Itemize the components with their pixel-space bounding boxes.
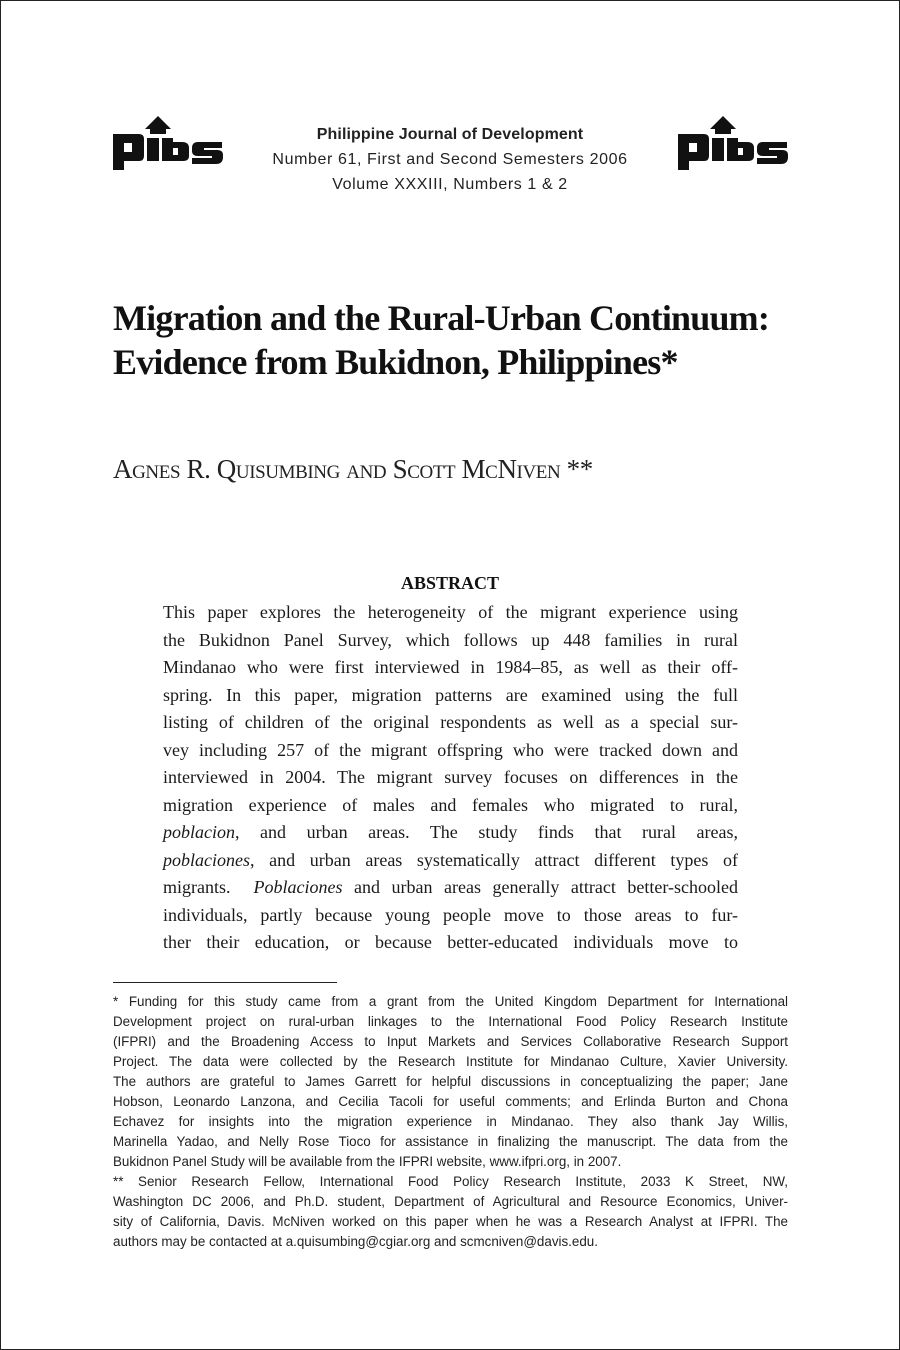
footnote-line: * Funding for this study came from a grant from the United Kingdom Department for International xyxy=(113,994,788,1009)
abstract-heading: ABSTRACT xyxy=(400,573,500,593)
abstract-line xyxy=(163,819,738,847)
abstract-text: , and urban areas. The study finds that rural areas, xyxy=(235,822,738,842)
abstract-text: , and urban areas systematically attract different types of xyxy=(250,849,738,870)
abstract-text: migrants. xyxy=(163,877,254,897)
journal-header xyxy=(250,122,650,197)
journal-name: Philippine Journal of Development xyxy=(316,126,584,143)
abstract-line xyxy=(163,874,738,902)
abstract-line: spring. In this paper, migration patterns are examined using the full xyxy=(163,684,738,705)
abstract-line: listing of children of the original respondents as well as a special sur- xyxy=(163,712,738,732)
footnote-line: Development project on rural-urban linkages to the International Food Policy Research Institute xyxy=(113,1014,788,1029)
paper-title xyxy=(113,296,833,384)
abstract-line: ther their education, or because better-educated individuals move to xyxy=(163,932,738,952)
pids-logo-left xyxy=(112,116,224,170)
title-line-2: Evidence from Bukidnon, Philippines* xyxy=(113,342,678,382)
footnote-line: Marinella Yadao, and Nelly Rose Tioco for assistance in finalizing the manuscript. The data from the xyxy=(113,1134,788,1149)
italic-term: poblacion xyxy=(163,822,235,842)
abstract-line: migration experience of males and females who migrated to rural, xyxy=(163,794,738,815)
footnote-line: Bukidnon Panel Study will be available from the IFPRI website, www.ifpri.org, in 2007. xyxy=(113,1154,622,1169)
abstract-line: vey including 257 of the migrant offspring who were tracked down and xyxy=(163,739,738,760)
abstract-text: and urban areas generally attract better-schooled xyxy=(342,877,738,897)
issue-line: Number 61, First and Second Semesters 2006 xyxy=(272,151,628,168)
abstract-body xyxy=(163,599,738,957)
footnote-rule xyxy=(113,982,337,983)
footnote-line: Project. The data were collected by the Research Institute for Mindanao Culture, Xavier University. xyxy=(113,1054,788,1069)
footnote-line: Washington DC 2006, and Ph.D. student, Department of Agricultural and Resource Economics, Univer- xyxy=(113,1194,788,1209)
abstract-line: interviewed in 2004. The migrant survey focuses on differences in the xyxy=(163,767,738,787)
footnote-line: (IFPRI) and the Broadening Access to Input Markets and Services Collaborative Research Support xyxy=(113,1034,788,1049)
abstract-line: the Bukidnon Panel Survey, which follows up 448 families in rural xyxy=(163,629,738,650)
abstract-line: individuals, partly because young people move to those areas to fur- xyxy=(163,904,738,925)
svg-text:pids: pids xyxy=(112,116,114,117)
footnote-line: Hobson, Leonardo Lanzona, and Cecilia Tacoli for useful comments; and Erlinda Burton and Chona xyxy=(113,1094,788,1109)
footnote-line: ** Senior Research Fellow, International Food Policy Research Institute, 2033 K Street, NW, xyxy=(113,1174,788,1189)
italic-term: Poblaciones xyxy=(253,877,343,897)
pids-logo-right xyxy=(677,116,789,170)
abstract-line: Mindanao who were first interviewed in 1984–85, as well as their off- xyxy=(163,657,738,677)
italic-term: poblaciones xyxy=(163,849,250,870)
abstract-line xyxy=(163,847,738,875)
footnote-line: authors may be contacted at a.quisumbing@cgiar.org and scmcniven@davis.edu. xyxy=(113,1234,598,1249)
authors: Agnes R. Quisumbing and Scott McNiven ** xyxy=(113,454,593,484)
footnote-line: Echavez for insights into the migration experience in Mindanao. They also thank Jay Willis, xyxy=(113,1114,788,1129)
footnotes xyxy=(113,992,788,1252)
footnote-line: sity of California, Davis. McNiven worked on this paper when he was a Research Analyst at IFPRI. The xyxy=(113,1214,788,1229)
title-line-1: Migration and the Rural-Urban Continuum: xyxy=(113,298,770,338)
abstract-line: This paper explores the heterogeneity of the migrant experience using xyxy=(163,602,738,622)
footnote-line: The authors are grateful to James Garrett for helpful discussions in conceptualizing the paper; Jane xyxy=(113,1074,788,1089)
volume-line: Volume XXXIII, Numbers 1 & 2 xyxy=(332,176,568,193)
